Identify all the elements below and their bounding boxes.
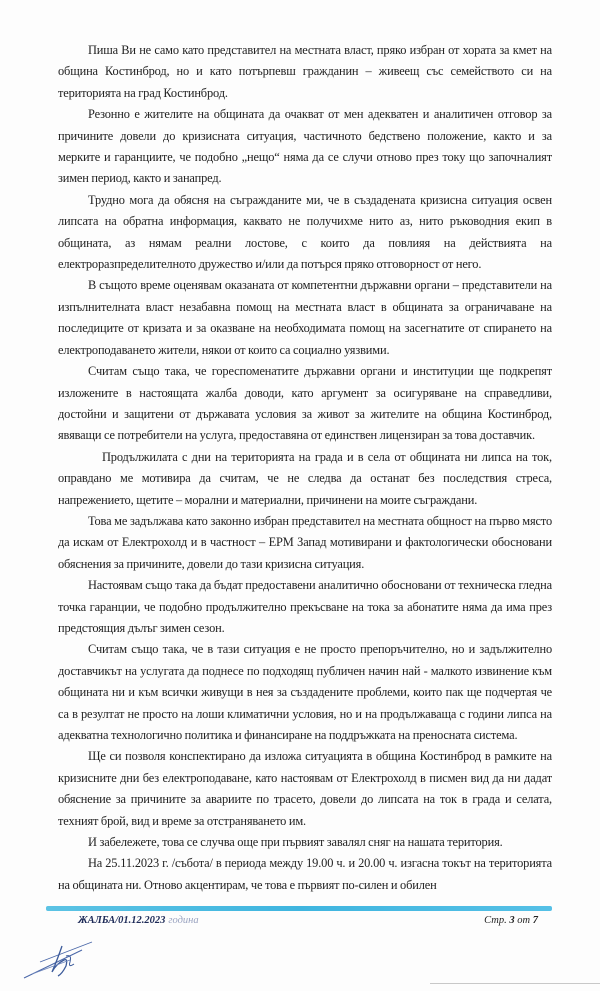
footer-document-reference — [78, 914, 199, 928]
paragraph: Считам също така, че гореспоменатите държавни органи и институции ще подкрепят изложените в настоящата жалба доводи, като аргумент за осигуряване на справедливи, достойни и защитени от държавата условия за живот за жителите на община Костинброд, явяващи се потребители на услуга, предоставяна от единствен лицензиран за това доставчик. — [58, 364, 552, 443]
document-ref-suffix: година — [168, 915, 199, 926]
page-prefix: Стр. — [484, 915, 507, 926]
page-footer — [0, 902, 600, 991]
paragraph: Считам също така, че в тази ситуация е не просто препоръчително, но и задължително доставчикът на услугата да поднесе по подходящ публичен начин най - малкото извинение към общината ни и към всички живущи в нея за създадените проблеми, които пак ще подчертая че са в резултат не просто на лоши климатични условия, но и на продължаваща с години липса на адекватна технологично политика и финансиране на поддръжката на преносната система. — [58, 642, 552, 742]
document-body — [58, 40, 552, 896]
page-number — [484, 914, 538, 928]
paragraph: На 25.11.2023 г. /събота/ в периода между 19.00 ч. и 20.00 ч. изгасна токът на територията на общината ни. Отново акцентирам, че това е първият по-силен и обилен — [58, 856, 552, 892]
footer-divider-bar — [46, 906, 552, 911]
footer-row — [78, 914, 538, 928]
document-ref: ЖАЛБА/01.12.2023 — [78, 915, 166, 926]
page-current: 3 — [509, 915, 515, 926]
signature-icon — [22, 936, 102, 986]
paragraph: И забележете, това се случва още при първият завалял сняг на нашата територия. — [88, 835, 503, 850]
paragraph: Продължилата с дни на територията на града и в села от общината ни липса на ток, оправдано ме мотивира да считам, че не следва да останат без последствия стреса, напрежението, щетите – морални и материални, причинени на моите съграждани. — [58, 449, 552, 507]
paragraph: Пиша Ви не само като представител на местната власт, пряко избран от хората за кмет на община Костинброд, но и като потърпевш гражданин – живеещ със семейството си на територията на град Костинброд. — [58, 43, 552, 100]
paragraph: Настоявам също така да бъдат предоставени аналитично обосновани от техническа гледна точка гаранции, че подобно продължително прекъсване на тока за абонатите няма да има през предстоящия дълъг зимен сезон. — [58, 578, 552, 635]
paragraph: Това ме задължава като законно избран представител на местната общност на първо място да искам от Електрохолд и в частност – ЕРМ Запад мотивирани и фактологически обосновани обяснения за причините, довели до тази кризисна ситуация. — [58, 513, 552, 571]
page-separator: от — [517, 915, 531, 926]
paragraph: Резонно е жителите на общината да очакват от мен адекватен и аналитичен отговор за причините довели до кризисната ситуация, частичното бедствено положение, както и за мерките и гаранциите, че подобно „нещо“ няма да се случи отново през току що започналият зимен период, както и занапред. — [58, 107, 552, 186]
scan-edge-line — [430, 983, 600, 984]
page-total: 7 — [532, 915, 538, 926]
paragraph: Трудно мога да обясня на съгражданите ми, че в създадената кризисна ситуация освен липсата на обратна информация, каквато не получихме нито аз, нито ръководния екип в общината, аз нямам реални лостове, с които да повлияя на действията на електроразпределителното дружество и/или да потърся пряко отговорност от него. — [58, 192, 552, 272]
paragraph: В същото време оценявам оказаната от компетентни държавни органи – представители на изпълнителната власт незабавна помощ на местната власт в общината за ограничаване на последиците от кризата и за оказване на необходимата помощ на засегнатите от спирането на електроподаването жители, някои от които са социално уязвими. — [58, 278, 552, 357]
paragraph: Ще си позволя конспектирано да изложа ситуацията в община Костинброд в рамките на кризисните дни без електроподаване, като настоявам от Електрохолд в писмен вид да ни дадат обяснение за причините за авариите по трасето, довели до липсата на ток в града и селата, техният брой, вид и време за отстраняването им. — [58, 749, 552, 828]
